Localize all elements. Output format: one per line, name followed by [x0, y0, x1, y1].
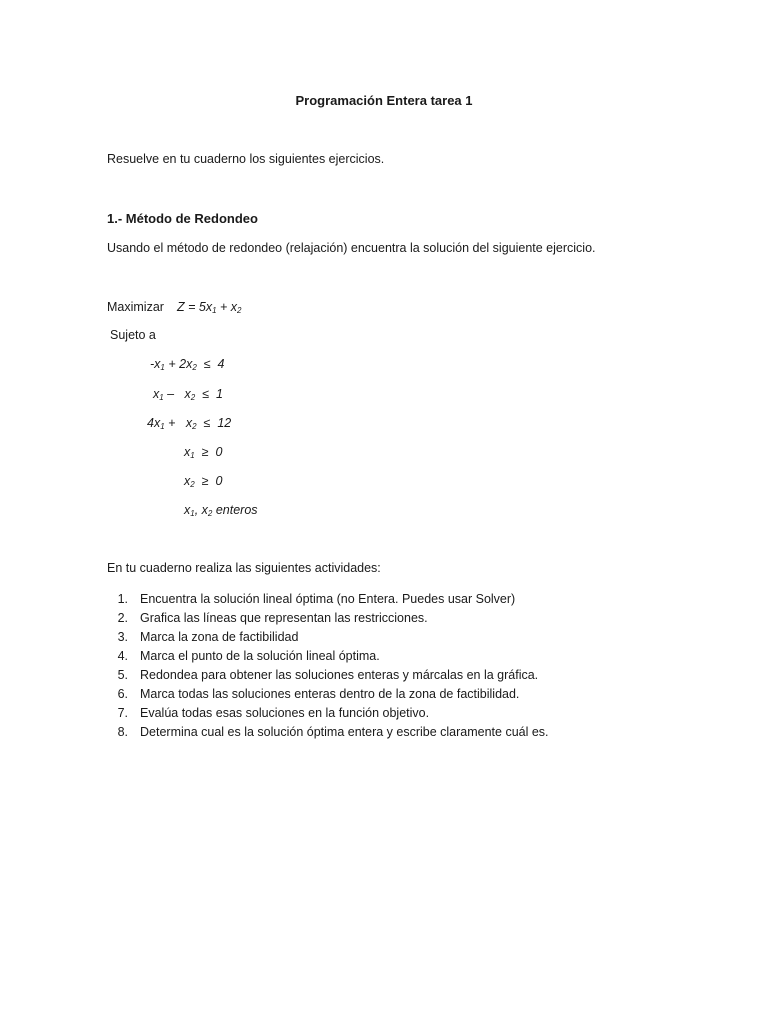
constraint-2: [153, 387, 223, 402]
constraint-term: , x: [194, 503, 208, 517]
constraint-term: x: [184, 474, 191, 488]
list-item: [107, 628, 727, 647]
constraint-rhs: ≥ 0: [194, 474, 223, 488]
constraint-sub: 2: [190, 393, 196, 402]
list-number: 1.: [117, 592, 128, 606]
constraint-rhs: enteros: [212, 503, 258, 517]
section-heading: 1.- Método de Redondeo: [107, 211, 258, 226]
objective-mid: + x: [216, 300, 238, 314]
constraint-term: -x: [150, 357, 161, 371]
list-item: [107, 723, 727, 742]
constraint-rhs: ≤ 4: [196, 357, 225, 371]
list-item: [107, 666, 727, 685]
maximize-label: Maximizar: [107, 300, 164, 314]
list-text: Evalúa todas esas soluciones en la función objetivo.: [140, 706, 430, 720]
activities-intro: En tu cuaderno realiza las siguientes actividades:: [107, 561, 381, 575]
constraint-5: [184, 474, 222, 489]
objective-sub-1: 1: [212, 306, 217, 315]
constraint-sub: 2: [190, 480, 195, 489]
list-item: [107, 609, 727, 628]
constraint-6: [184, 503, 258, 518]
constraint-sub: 1: [160, 422, 165, 431]
list-text: Marca la zona de factibilidad: [140, 630, 299, 644]
list-number: 4.: [117, 649, 128, 663]
constraint-sub: 2: [192, 422, 197, 431]
constraint-term: x: [153, 387, 160, 401]
list-text: Redondea para obtener las soluciones enteras y márcalas en la gráfica.: [140, 668, 539, 682]
objective-function: [177, 300, 242, 315]
list-item: [107, 685, 727, 704]
constraint-term: – x: [163, 387, 191, 401]
section-description: Usando el método de redondeo (relajación) encuentra la solución del siguiente ejercicio.: [107, 241, 596, 255]
objective-sub-2: 2: [237, 306, 242, 315]
constraint-sub: 2: [207, 509, 213, 518]
list-number: 6.: [117, 687, 128, 701]
page-title: Programación Entera tarea 1: [295, 93, 473, 108]
list-text: Grafica las líneas que representan las restricciones.: [140, 611, 428, 625]
list-number: 2.: [117, 611, 128, 625]
constraint-sub: 1: [190, 451, 195, 460]
constraint-rhs: ≥ 0: [194, 445, 223, 459]
subject-to-label: Sujeto a: [110, 328, 156, 342]
list-item: [107, 647, 727, 666]
list-item: [107, 704, 727, 723]
list-item: [107, 590, 727, 609]
constraint-4: [184, 445, 222, 460]
constraint-sub: 1: [159, 393, 164, 402]
list-number: 5.: [117, 668, 128, 682]
list-text: Marca el punto de la solución lineal óptima.: [140, 649, 380, 663]
intro-text: Resuelve en tu cuaderno los siguientes ejercicios.: [107, 152, 385, 166]
constraint-sub: 1: [160, 363, 165, 372]
constraint-term: + 2x: [164, 357, 193, 371]
constraint-rhs: ≤ 1: [195, 387, 223, 401]
constraint-rhs: ≤ 12: [196, 416, 232, 430]
constraint-term: + x: [164, 416, 193, 430]
objective-lhs: Z = 5x: [177, 300, 213, 314]
constraint-sub: 1: [190, 509, 195, 518]
list-text: Encuentra la solución lineal óptima (no Entera. Puedes usar Solver): [140, 592, 516, 606]
list-number: 3.: [117, 630, 128, 644]
list-text: Determina cual es la solución óptima entera y escribe claramente cuál es.: [140, 725, 549, 739]
list-number: 7.: [117, 706, 128, 720]
list-text: Marca todas las soluciones enteras dentro de la zona de factibilidad.: [140, 687, 520, 701]
constraint-3: [147, 416, 231, 431]
constraint-term: 4x: [147, 416, 161, 430]
constraint-1: [150, 357, 225, 372]
constraint-sub: 2: [192, 363, 197, 372]
constraint-term: x: [184, 503, 191, 517]
activities-list: [107, 590, 727, 742]
list-number: 8.: [117, 725, 128, 739]
constraint-term: x: [184, 445, 191, 459]
